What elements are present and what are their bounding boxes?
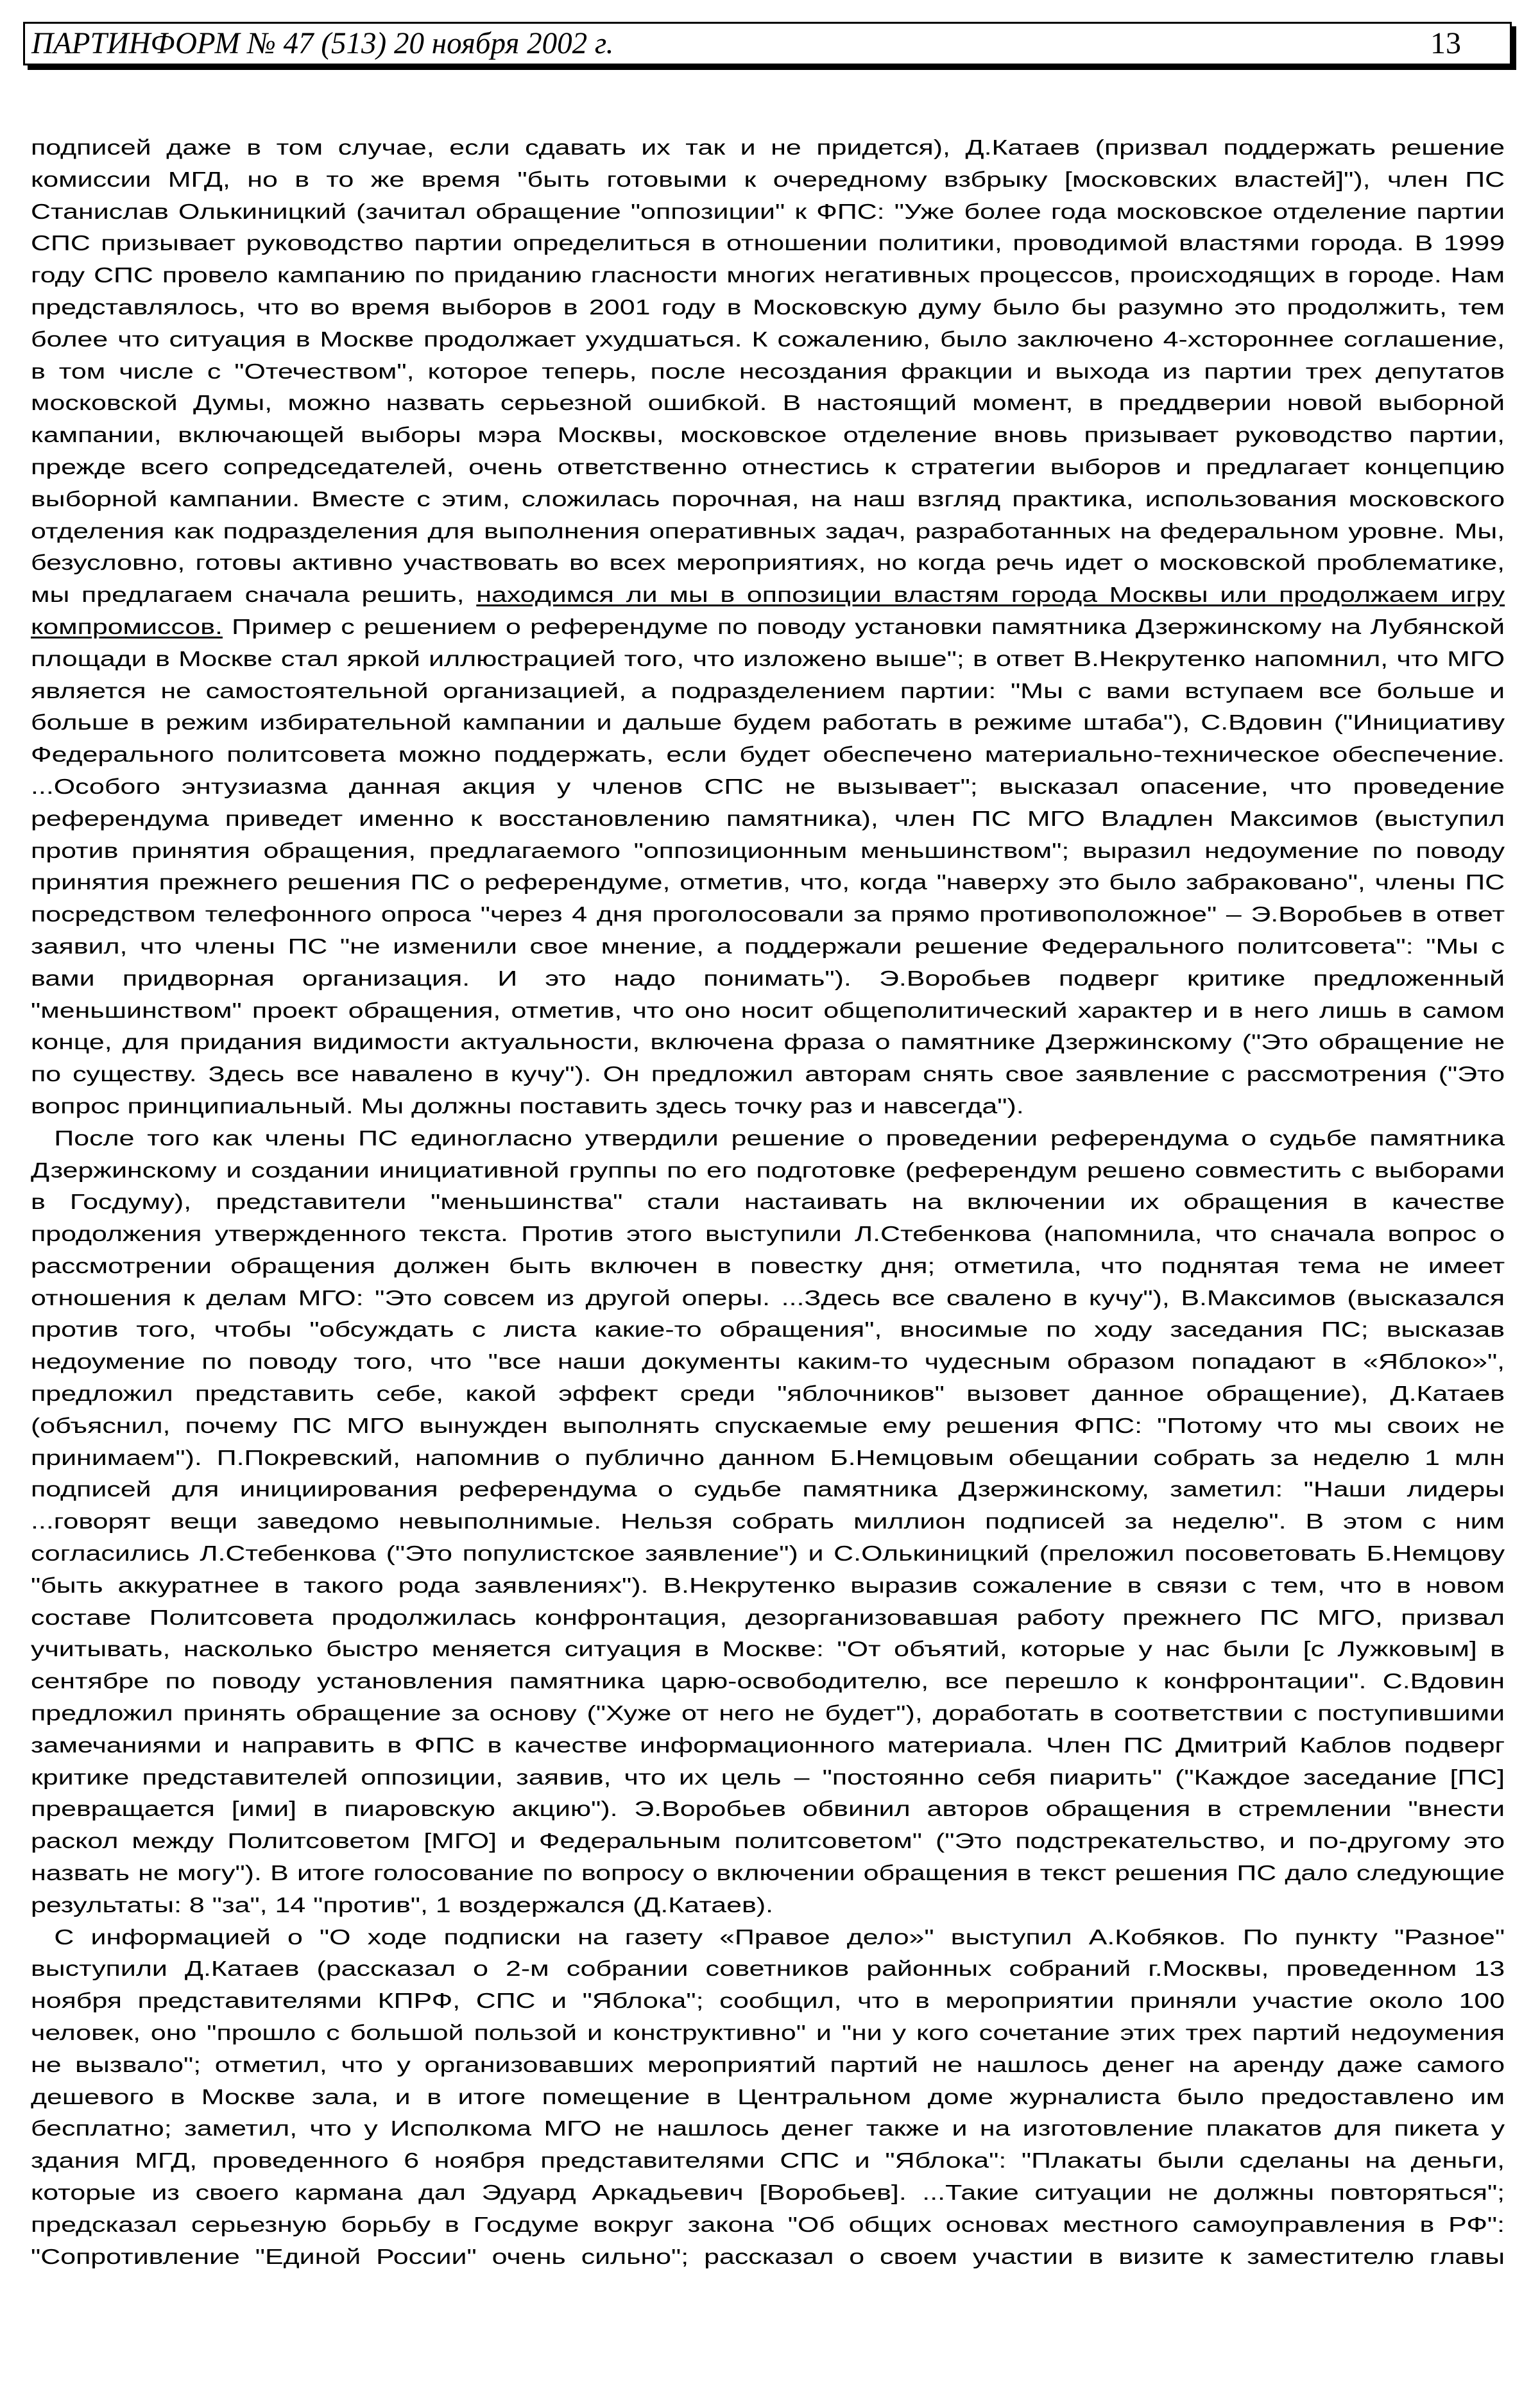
text-span: мы предлагаем сначала решить, [31,583,477,607]
text-line: безусловно, готовы активно участвовать во всех мероприятиях, но когда речь идет о московской проблематике, [31,551,1505,575]
underlined-text: компромиссов. [31,614,223,638]
text-line: (объяснил, почему ПС МГО вынужден выполнять спускаемые ему решения ФПС: "Потому что мы своих не [31,1413,1505,1437]
text-line: здания МГД, проведенного 6 ноября представителями СПС и "Яблока": "Плакаты были сделаны на деньги, [31,2148,1505,2173]
text-line [31,579,1505,611]
text-line [31,611,1505,643]
text-line: продолжения утвержденного текста. Против этого выступили Л.Стебенкова (напомнила, что сначала вопрос о [31,1222,1505,1246]
text-line: дешевого в Москве зала, и в итоге помещение в Центральном доме журналиста было предоставлено им [31,2084,1505,2109]
text-line: "меньшинством" проект обращения, отметив, что оно носит общеполитический характер и в него лишь в самом [31,998,1505,1022]
text-line: больше в режим избирательной кампании и дальше будем работать в режиме штаба"), С.Вдовин ("Инициативу [31,710,1505,735]
text-line: недоумение по поводу того, что "все наши документы каким-то чудесным образом попадают в «Яблоко»", [31,1350,1505,1374]
text-line: более что ситуация в Москве продолжает ухудшаться. К сожалению, было заключено 4-хстороннее соглашение, [31,327,1505,351]
article-body [31,132,1505,2272]
text-line: предложил принять обращение за основу ("Хуже от него не будет"), доработать в соответствии с поступившими [31,1701,1505,1726]
text-line: конце, для придания видимости актуальности, включена фраза о памятнике Дзержинскому ("Это обращение не [31,1030,1505,1054]
text-line: ...Особого энтузиазма данная акция у членов СПС не вызывает"; высказал опасение, что проведение [31,774,1505,798]
text-line: по существу. Здесь все навалено в кучу"). Он предложил авторам снять свое заявление с рассмотрения ("Это [31,1062,1505,1086]
text-line: принятия прежнего решения ПС о референдуме, отметив, что, когда "наверху это было забраковано", члены ПС [31,870,1505,895]
text-line: году СПС провело кампанию по приданию гласности многих негативных процессов, происходящих в городе. Нам [31,263,1505,287]
text-line: является не самостоятельной организацией, а подразделением партии: "Мы с вами вступаем все больше и [31,678,1505,703]
text-line: предложил представить себе, какой эффект среди "яблочников" вызовет данное обращение), Д.Катаев [31,1382,1505,1406]
text-line: референдума приведет именно к восстановлению памятника), член ПС МГО Владлен Максимов (выступил [31,806,1505,830]
text-line: против принятия обращения, предлагаемого "оппозиционным меньшинством"; выразил недоумение по поводу [31,838,1505,862]
text-line: Дзержинскому и создании инициативной группы по его подготовке (референдум решено совместить с выборами [31,1158,1505,1182]
text-line: раскол между Политсоветом [МГО] и Федеральным политсоветом" ("Это подстрекательство, и по-другому это [31,1829,1505,1853]
text-line: отделения как подразделения для выполнения оперативных задач, разработанных на федеральном уровне. Мы, [31,518,1505,543]
text-line: комиссии МГД, но в то же время "быть готовыми к очередному взбрыку [московских властей]"), член ПС [31,167,1505,191]
text-line: заявил, что члены ПС "не изменили свое мнение, а поддержали решение Федерального политсовета": "Мы с [31,934,1505,958]
paragraph [31,1921,1505,2273]
text-line: результаты: 8 "за", 14 "против", 1 воздержался (Д.Катаев). [31,1892,774,1917]
text-line: отношения к делам МГО: "Это совсем из другой оперы. ...Здесь все свалено в кучу"), В.Максимов (высказался [31,1285,1505,1310]
text-line: превращается [ими] в пиаровскую акцию"). Э.Воробьев обвинил авторов обращения в стремлении "внести [31,1797,1505,1821]
page-number: 13 [1430,26,1461,60]
text-line: согласились Л.Стебенкова ("Это популистское заявление") и С.Олькиницкий (преложил посоветовать Б.Немцову [31,1541,1505,1566]
text-line: выборной кампании. Вместе с этим, сложилась порочная, на наш взгляд практика, использования московского [31,486,1505,511]
text-line: замечаниями и направить в ФПС в качестве информационного материала. Член ПС Дмитрий Каблов подверг [31,1733,1505,1757]
text-line: подписей для инициирования референдума о судьбе памятника Дзержинскому, заметил: "Наши лидеры [31,1477,1505,1502]
text-line: ноября представителями КПРФ, СПС и "Яблока"; сообщил, что в мероприятии приняли участие около 100 [31,1989,1505,2013]
text-line: рассмотрении обращения должен быть включен в повестку дня; отметила, что поднятая тема не имеет [31,1253,1505,1278]
text-line: Станислав Олькиницкий (зачитал обращение "оппозиции" к ФПС: "Уже более года московское отделение партии [31,199,1505,223]
text-span: Пример с решением о референдуме по поводу установки памятника Дзержинскому на Лубянской [222,614,1505,638]
text-line: которые из своего кармана дал Эдуард Аркадьевич [Воробьев]. ...Такие ситуации не должны повторяться"; [31,2181,1505,2204]
running-header [23,22,1512,65]
text-line: московской Думы, можно назвать серьезной ошибкой. В настоящий момент, в преддверии новой выборной [31,391,1505,415]
text-line: площади в Москве стал яркой иллюстрацией того, что изложено выше"; в ответ В.Некрутенко напомнил, что МГО [31,646,1505,671]
text-line: против того, чтобы "обсуждать с листа какие-то обращения", вносимые по ходу заседания ПС; высказав [31,1317,1505,1342]
underlined-text: находимся ли мы в оппозиции властям города Москвы или продолжаем игру [476,583,1505,607]
text-line: представлялось, что во время выборов в 2001 году в Московскую думу было бы разумно это продолжить, тем [31,295,1505,319]
text-line: ...говорят вещи заведомо невыполнимые. Нельзя собрать миллион подписей за неделю". В этом с ним [31,1509,1505,1534]
text-line: С информацией о "О ходе подписки на газету «Правое дело»" выступил А.Кобяков. По пункту "Разное" [54,1924,1505,1949]
text-line: бесплатно; заметил, что у Исполкома МГО не нашлось денег также и на изготовление плакатов для пикета у [31,2116,1505,2141]
text-line: вопрос принципиальный. Мы должны поставить здесь точку раз и навсегда"). [31,1093,1024,1118]
text-line: критике представителей оппозиции, заявив, что их цель – "постоянно себя пиарить" ("Каждое заседание [ПС] [31,1765,1505,1789]
text-line: прежде всего сопредседателей, очень ответственно отнестись к стратегии выборов и предлагает концепцию [31,454,1505,479]
text-line: посредством телефонного опроса "через 4 дня проголосовали за прямо противоположное" – Э.Воробьев в ответ [31,902,1505,927]
text-line: выступили Д.Катаев (рассказал о 2-м собрании советников районных собраний г.Москвы, проведенном 13 [31,1957,1505,1981]
text-line: "Сопротивление "Единой России" очень сильно"; рассказал о своем участии в визите к заместителю главы [31,2244,1505,2268]
paragraph [31,1122,1505,1921]
text-line: человек, оно "прошло с большой пользой и конструктивно" и "ни у кого сочетание этих трех партий недоумения [31,2021,1505,2045]
text-line: учитывать, насколько быстро меняется ситуация в Москве: "От объятий, которые у нас были [с Лужковым] в [31,1637,1505,1661]
text-line: назвать не могу"). В итоге голосование по вопросу о включении обращения в текст решения ПС дало следующие [31,1861,1505,1885]
text-line: Федерального политсовета можно поддержать, если будет обеспечено материально-техническое обеспечение. [31,742,1505,767]
text-line: составе Политсовета продолжилась конфронтация, дезорганизовавшая работу прежнего ПС МГО, призвал [31,1605,1505,1629]
text-line: в том числе с "Отечеством", которое теперь, после несоздания фракции и выхода из партии трех депутатов [31,359,1505,383]
text-line: После того как члены ПС единогласно утвердили решение о проведении референдума о судьбе памятника [54,1126,1505,1150]
text-line: предсказал серьезную борьбу в Госдуме вокруг закона "Об общих основах местного самоуправления в РФ": [31,2212,1505,2236]
text-line: "быть аккуратнее в такого рода заявлениях"). В.Некрутенко выразив сожаление в связи с тем, что в новом [31,1573,1505,1597]
paragraph [31,132,1505,1122]
text-line: в Госдуму), представители "меньшинства" стали настаивать на включении их обращения в качестве [31,1190,1505,1214]
text-line: принимаем"). П.Покревский, напомнив о публично данном Б.Немцовым обещании собрать за неделю 1 млн [31,1445,1505,1469]
text-line: СПС призывает руководство партии определиться в отношении политики, проводимой властями города. В 1999 [31,231,1505,255]
publication-title: ПАРТИНФОРМ № 47 (513) 20 ноября 2002 г. [31,26,614,60]
text-line: сентябре по поводу установления памятника царю-освободителю, все перешло к конфронтации". С.Вдовин [31,1669,1505,1693]
text-line: кампании, включающей выборы мэра Москвы, московское отделение вновь призывает руководство партии, [31,423,1505,447]
text-line: не вызвало"; отметил, что у организовавших мероприятий партий не нашлось денег на аренду даже самого [31,2052,1505,2077]
text-line: подписей даже в том случае, если сдавать их так и не придется), Д.Катаев (призвал поддержать решение [31,135,1505,159]
text-line: вами придворная организация. И это надо понимать"). Э.Воробьев подверг критике предложенный [31,966,1505,990]
